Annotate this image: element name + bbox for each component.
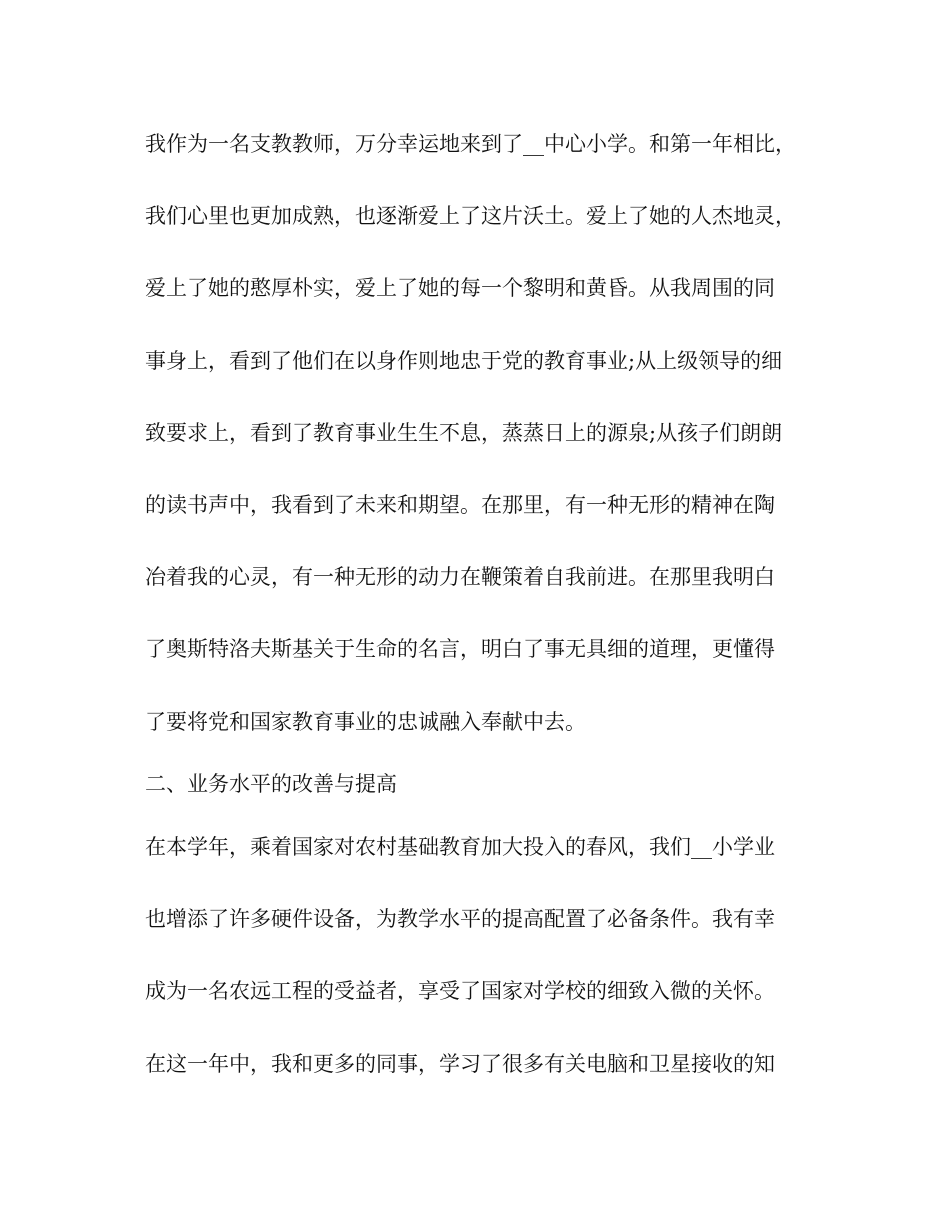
paragraph-line: 成为一名农远工程的受益者，享受了国家对学校的细致入微的关怀。 <box>145 979 775 1003</box>
paragraph-line: 在这一年中，我和更多的同事，学习了很多有关电脑和卫星接收的知 <box>145 1052 775 1076</box>
paragraph-line: 了奥斯特洛夫斯基关于生命的名言，明白了事无具细的道理，更懂得 <box>145 637 775 661</box>
paragraph-line: 爱上了她的憨厚朴实，爱上了她的每一个黎明和黄昏。从我周围的同 <box>145 276 775 300</box>
paragraph-line: 也增添了许多硬件设备，为教学水平的提高配置了必备条件。我有幸 <box>145 907 775 931</box>
paragraph-line: 我作为一名支教教师，万分幸运地来到了__中心小学。和第一年相比， <box>145 132 796 156</box>
paragraph-line: 冶着我的心灵，有一种无形的动力在鞭策着自我前进。在那里我明白 <box>145 565 775 589</box>
paragraph-line: 事身上，看到了他们在以身作则地忠于党的教育事业;从上级领导的细 <box>145 349 783 373</box>
paragraph-line: 的读书声中，我看到了未来和期望。在那里，有一种无形的精神在陶 <box>145 493 775 517</box>
paragraph-line: 致要求上，看到了教育事业生生不息，蒸蒸日上的源泉;从孩子们朗朗 <box>145 421 783 445</box>
paragraph-line: 了要将党和国家教育事业的忠诚融入奉献中去。 <box>145 710 586 734</box>
paragraph-line: 在本学年，乘着国家对农村基础教育加大投入的春风，我们__小学业 <box>145 835 775 859</box>
paragraph-line: 我们心里也更加成熟，也逐渐爱上了这片沃土。爱上了她的人杰地灵， <box>145 204 796 228</box>
section-heading: 二、业务水平的改善与提高 <box>145 772 397 796</box>
